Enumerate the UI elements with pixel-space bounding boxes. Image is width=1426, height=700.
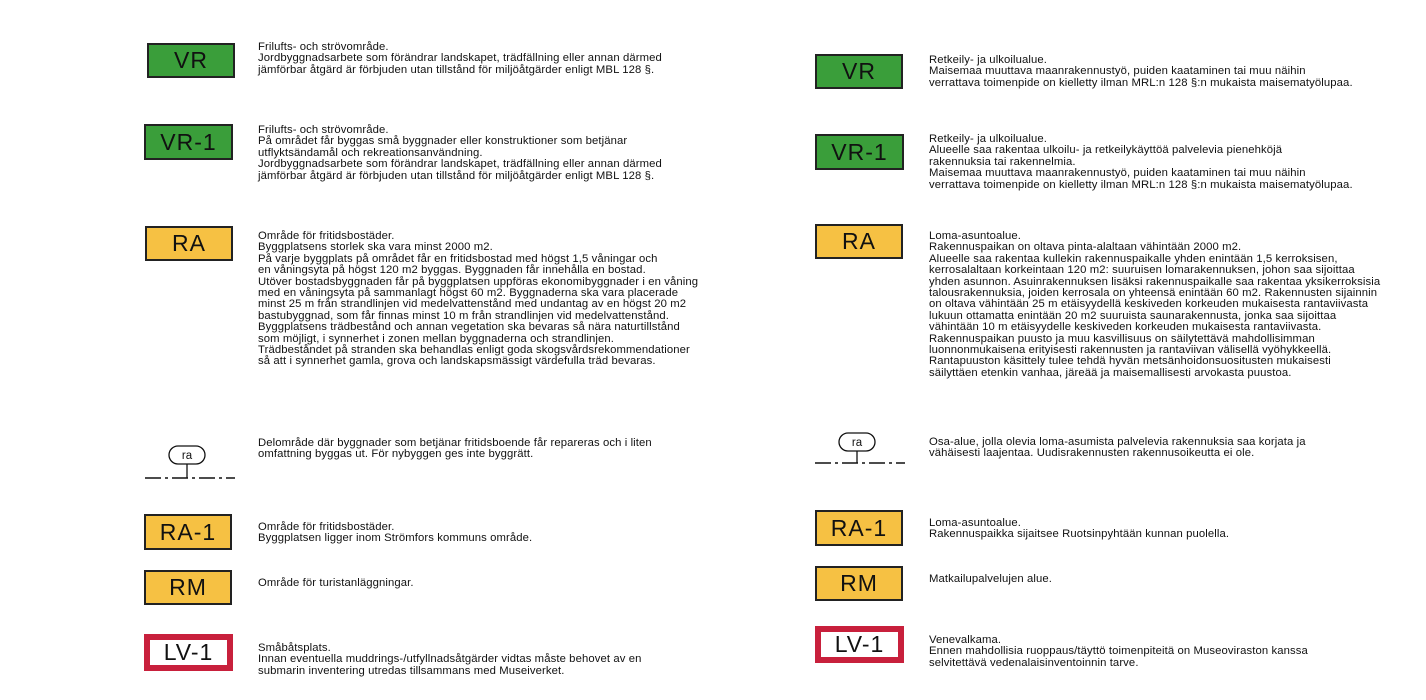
legend-text-line: bastubyggnad, som får finnas minst 10 m från strandlinjen vid medelvattenstånd. — [258, 309, 670, 322]
legend-text — [258, 643, 641, 677]
zone-badge-ra1: RA-1 — [815, 510, 903, 546]
legend-text-line: På området får byggas små byggnader eller konstruktioner som betjänar — [258, 135, 628, 148]
legend-text-line: Maisemaa muuttava maanrakennustyö, puiden kaataminen tai muu näihin — [929, 167, 1306, 180]
legend-text-line: Osa-alue, jolla olevia loma-asumista palvelevia rakennuksia saa korjata ja — [929, 436, 1306, 448]
legend-text-line: verrattava toimenpide on kielletty ilman MRL:n 128 §:n mukaista maisematyölupaa. — [929, 178, 1353, 191]
legend-text — [929, 574, 1052, 585]
legend-text-line: Loma-asuntoalue. — [929, 230, 1022, 242]
legend-text — [258, 438, 652, 461]
legend-text-line: on oltava vähintään 25 m etäisyydellä keskiveden korkeuden mukaisesta rantaviivasta — [929, 298, 1369, 311]
zone-badge-ra: RA — [815, 224, 903, 259]
legend-text-line: Byggplatsens trädbestånd och annan vegetation ska bevaras så nära naturtillstånd — [258, 321, 680, 334]
legend-text-line: Maisemaa muuttava maanrakennustyö, puiden kaataminen tai muu näihin — [929, 65, 1306, 78]
legend-text-line: Loma-asuntoalue. — [929, 517, 1022, 529]
zone-badge-rm: RM — [144, 570, 232, 605]
legend-text-line: Frilufts- och strövområde. — [258, 41, 389, 53]
legend-text-line: minst 25 m från strandlinjen vid medelvattenstånd med undantag av en högst 20 m2 — [258, 298, 687, 311]
legend-text-line: Alueelle saa rakentaa ulkoilu- ja retkeilykäyttöä palvelevia pienehköjä — [929, 144, 1283, 157]
legend-text-line: lukuun ottamatta enintään 20 m2 suuruista saunarakennusta, jonka saa sijoittaa — [929, 309, 1337, 322]
legend-text-line: jämförbar åtgärd är förbjuden utan tillstånd för miljöåtgärder enligt MBL 128 §. — [258, 63, 655, 76]
legend-text-line: vähintään 10 m etäisyydelle keskiveden korkeuden mukaisesta rantaviivasta. — [929, 321, 1322, 334]
legend-text — [258, 522, 532, 545]
legend-text-line: Område för turistanläggningar. — [258, 577, 414, 589]
legend-text-line: Småbåtsplats. — [258, 642, 331, 654]
legend-text-line: Byggplatsens storlek ska vara minst 2000 m2. — [258, 241, 493, 254]
zone-badge-rm: RM — [815, 566, 903, 601]
legend-text — [258, 578, 414, 589]
legend-text-line: omfattning byggas ut. För nybyggen ges inte byggrätt. — [258, 448, 534, 461]
legend-text — [929, 55, 1353, 89]
legend-text-line: Rantapuuston käsittely tulee tehdä hyvän metsänhoidonsuositusten mukaisesti — [929, 355, 1331, 368]
legend-text-line: Retkeily- ja ulkoilualue. — [929, 133, 1048, 145]
legend-text-line: Jordbyggnadsarbete som förändrar landskapet, trädfällning eller annan därmed — [258, 52, 662, 65]
legend-text-line: med en våningsyta på sammanlagt högst 60 m2. Byggnaderna ska vara placerade — [258, 287, 679, 300]
legend-text-line: som möjligt, i synnerhet i zonen mellan byggnaderna och strandlinjen. — [258, 332, 615, 345]
legend-text-line: vähäisesti laajentaa. Uudisrakennusten rakennusoikeutta ei ole. — [929, 447, 1255, 460]
zone-badge-ra: RA — [145, 226, 233, 261]
legend-text-line: submarin inventering utredas tillsammans med Museiverket. — [258, 664, 565, 677]
legend-text-line: Innan eventuella muddrings-/utfyllnadsåtgärder vidtas måste behovet av en — [258, 653, 642, 666]
zone-badge-ra1: RA-1 — [144, 514, 232, 550]
legend-text-line: Jordbyggnadsarbete som förändrar landskapet, trädfällning eller annan därmed — [258, 158, 662, 171]
legend-text — [258, 231, 698, 368]
legend-text — [929, 518, 1229, 541]
legend-text — [929, 437, 1306, 460]
legend-text-line: Byggplatsen ligger inom Strömfors kommuns område. — [258, 532, 533, 545]
zone-badge-lv1: LV-1 — [144, 634, 233, 671]
legend-text-line: Rakennuspaikan on oltava pinta-alaltaan vähintään 2000 m2. — [929, 241, 1242, 254]
legend-text-line: Retkeily- ja ulkoilualue. — [929, 54, 1048, 66]
legend-text-line: verrattava toimenpide on kielletty ilman MRL:n 128 §:n mukaista maisematyölupaa. — [929, 76, 1353, 89]
legend-text-line: Alueelle saa rakentaa kullekin rakennuspaikalle yhden enintään 1,5 kerroksisen, — [929, 252, 1338, 265]
legend-text — [929, 231, 1380, 379]
legend-text-line: På varje byggplats på området får en fritidsbostad med högst 1,5 våningar och — [258, 252, 658, 265]
legend-text-line: säilyttäen etenkin vanhaa, järeää ja maisemallisesti arvokasta puustoa. — [929, 366, 1292, 379]
legend-text-line: jämförbar åtgärd är förbjuden utan tillstånd för miljöåtgärder enligt MBL 128 §. — [258, 169, 655, 182]
legend-text-line: Trädbeståndet på stranden ska behandlas enligt goda skogsvårdsrekommendationer — [258, 344, 690, 357]
legend-text-line: Delområde där byggnader som betjänar fritidsboende får repareras och i liten — [258, 437, 652, 449]
legend-text-line: Ennen mahdollisia ruoppaus/täyttö toimenpiteitä on Museoviraston kanssa — [929, 645, 1308, 658]
zone-badge-lv1: LV-1 — [815, 626, 904, 663]
legend-text-line: selvitettävä vedenalaisinventoinnin tarve. — [929, 656, 1139, 669]
legend-text-line: så att i synnerhet gamla, grova och landskapsmässigt värdefulla träd bevaras. — [258, 355, 656, 368]
legend-text-line: Utöver bostadsbyggnaden får på byggplatsen uppföras ekonomibyggnader i en våning — [258, 275, 699, 288]
subarea-symbol-label: ra — [181, 450, 193, 462]
legend-text — [929, 134, 1353, 191]
legend-text-line: en våningsyta på högst 120 m2 byggas. Byggnaden får innehålla en bostad. — [258, 264, 646, 277]
subarea-boundary-icon — [812, 430, 908, 470]
legend-text — [929, 635, 1308, 669]
legend-text-line: yhden asunnon. Asuinrakennuksen lisäksi rakennuspaikalle saa rakentaa yksikerroksisia — [929, 275, 1381, 288]
legend-text-line: Matkailupalvelujen alue. — [929, 573, 1052, 585]
zone-badge-vr: VR — [815, 54, 903, 89]
zone-badge-vr: VR — [147, 43, 235, 78]
zone-badge-vr1: VR-1 — [815, 134, 904, 170]
legend-text — [258, 125, 662, 182]
zone-badge-vr1: VR-1 — [144, 124, 233, 160]
legend-text-line: Rakennuspaikan puusto ja muu kasvillisuus on säilytettävä mahdollisimman — [929, 332, 1315, 345]
legend-text-line: Rakennuspaikka sijaitsee Ruotsinpyhtään kunnan puolella. — [929, 528, 1230, 541]
legend-text-line: kerrosalaltaan korkeintaan 120 m2: suuruisen lomarakennuksen, johon saa sijoittaa — [929, 264, 1355, 277]
legend-text-line: Område för fritidsbostäder. — [258, 230, 395, 242]
legend-text-line: luonnonmukaisena erityisesti rakennusten ja rantaviivan välisellä vyöhykkeellä. — [929, 344, 1332, 357]
legend-text — [258, 42, 662, 76]
subarea-symbol-label: ra — [851, 437, 863, 449]
subarea-boundary-icon — [142, 443, 238, 483]
legend-text-line: Område för fritidsbostäder. — [258, 521, 395, 533]
legend-text-line: utflyktsändamål och rekreationsanvändning. — [258, 146, 483, 159]
legend-text-line: Venevalkama. — [929, 634, 1002, 646]
legend-text-line: Frilufts- och strövområde. — [258, 124, 389, 136]
legend-text-line: talousrakennuksia, joiden kerrosala on yhteensä enintään 60 m2. Rakennusten sijainnin — [929, 287, 1378, 300]
legend-text-line: rakennuksia tai rakennelmia. — [929, 155, 1076, 168]
